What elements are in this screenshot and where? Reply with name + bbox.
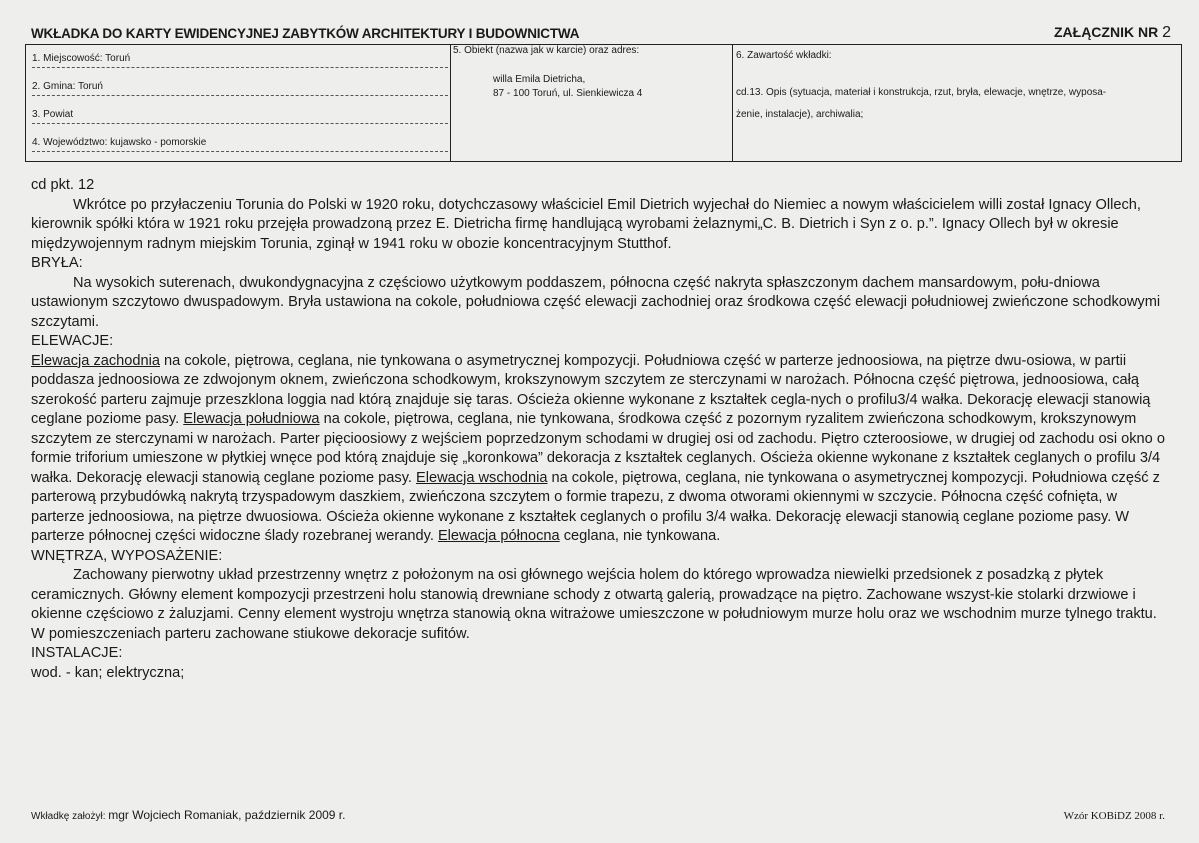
annex-label [1054,24,1171,42]
form-fields-box [25,44,1182,162]
object-label: 5. Obiekt (nazwa jak w karcie) oraz adres: [453,45,640,56]
west-elevation-text: na cokole, piętrowa, ceglana, nie tynkowana o asymetrycznej kompozycji. Południowa część w parterze jednoosiowa, na piętrze dwu-osiowa, w partii poddasza jednoosiowa ze zdwojonym oknem, zwieńczona schodkowym, krokszynowym szczytem ze sterczynami w narożach. Północna część piętrowa, jednoosiowa, całą szerokość parteru zajmuje przeszklona loggia nad którą znajduje się taras. Ościeża okienne wykonane z kształtek cegla-nych o profilu3/4 wałka. Dekorację elewacji stanowią ceglane poziome pasy. [31,352,1151,427]
section-heading-bryla: BRYŁA: [31,255,83,271]
object-address [493,73,642,101]
continuation-label: cd pkt. 12 [31,177,95,193]
contents-line-1: cd.13. Opis (sytuacja, materiał i konstrukcja, rzut, bryła, elewacje, wnętrze, wyposa- [736,87,1107,98]
column-divider [732,45,733,161]
author-label: Wkładkę założył: [31,811,106,822]
elewacje-paragraph [31,352,1171,547]
west-elevation-label: Elewacja zachodnia [31,352,160,369]
east-elevation-text: na cokole, piętrowa, ceglana, nie tynkowana o asymetrycznej kompozycji. Południowa część z parterową przybudówką nakrytą trzyspadowym daszkiem, zwieńczona szczytem o formie trapezu, z dwoma otworami okiennymi w szczycie. Północna część cofnięta, w parterze jednoosiowa, na piętrze dwuosiowa. Ościeża okienne wykonane z kształtek ceglanych o profilu 3/4 wałka. Dekorację elewacji stanowią ceglane poziome pasy. W parterze północnej części widoczne ślady rozebranej werandy. [31,469,1160,544]
annex-number: 2 [1162,24,1171,41]
annex-text: ZAŁĄCZNIK NR [1053,24,1159,40]
column-divider [450,45,451,161]
form-title: WKŁADKA DO KARTY EWIDENCYJNEJ ZABYTKÓW ARCHITEKTURY I BUDOWNICTWA [31,26,580,41]
field-county: 3. Powiat [32,101,448,124]
section-heading-elewacje: ELEWACJE: [31,333,114,349]
east-elevation-label: Elewacja wschodnia [416,469,548,486]
contents-line-2: żenie, instalacje), archiwalia; [736,109,864,120]
north-elevation-label: Elewacja północna [437,528,560,544]
wnetrza-paragraph: Zachowany pierwotny układ przestrzenny wnętrz z położonym na osi głównego wejścia holem do którego wprowadza niewielki przedsionek z posadzką z płytek ceramicznych. Główny element kompozycji przestrzeni holu stanowią drewniane schody z otwartą galerią, prowadzące na piętro. Zachowane wszyst-kie stolarki drzwiowe i okienne częściowo z żaluzjami. Cenny element wystroju wnętrza stanowią okna witrażowe umieszczone w południowym murze holu oraz we wschodnim murze tylnego traktu. W pomieszczeniach parteru zachowane stiukowe dekoracje sufitów. [31,567,1157,642]
history-paragraph: Wkrótce po przyłaczeniu Torunia do Polski w 1920 roku, dotychczasowy właściciel Emil Dietrich wyjechał do Niemiec a nowym właścicielem willi został Ignacy Ollech, kierownik spółki która w 1921 roku przejęła prowadzoną przez E. Dietricha firmę handlującą wyrobami żelaznymi„C. B. Dietrich i Syn z o. p.”. Ignacy Ollech był w okresie międzywojennym radnym miejskim Torunia, zginął w 1941 roku w obozie koncentracyjnym Stutthof. [31,196,1141,252]
author-name: mgr Wojciech Romaniak, październik 2009 r. [108,808,346,822]
template-version: Wzór KOBiDZ 2008 r. [1063,810,1165,822]
field-locality: 1. Miejscowość: Toruń [32,45,448,68]
field-voivodeship: 4. Województwo: kujawsko - pomorskie [32,129,448,152]
description-body [31,176,1171,683]
south-elevation-text: na cokole, piętrowa, ceglana, nie tynkowana, środkowa część z pozornym ryzalitem zwieńczona schodkowym, krokszynowym szczytem ze sterczynami w narożach. Parter pięcioosiowy z wejściem poprzedzonym schodami w drugiej osi od zachodu. Piętro czteroosiowe, w drugiej od zachodu osi okno o formie triforium umieszone w płytkiej wnęce pod którą znajduje się „koronkowa” dekoracja z kształtek ceglanych. Ościeża okienne wykonane z kształtek ceglanych o profilu 3/4 wałka. Dekorację elewacji stanowią ceglane poziome pasy. [31,411,1165,486]
author-line [31,808,345,822]
section-heading-wnetrza: WNĘTRZA, WYPOSAŻENIE: [31,547,223,564]
north-elevation-text: ceglana, nie tynkowana. [559,528,721,544]
contents-label: 6. Zawartość wkładki: [736,50,832,61]
object-street: 87 - 100 Toruń, ul. Sienkiewicza 4 [493,88,643,99]
south-elevation-label: Elewacja południowa [183,411,320,427]
contents-text [736,82,1180,126]
instalacje-text: wod. - kan; elektryczna; [31,664,185,681]
bryla-paragraph: Na wysokich suterenach, dwukondygnacyjna z częściowo użytkowym poddaszem, północna część nakryta spłaszczonym dachem mansardowym, połu-dniowa ustawionym szczytowo dwuspadowym. Bryła ustawiona na cokole, południowa część elewacji zachodniej oraz środkowa część elewacji południowej zwieńczone schodkowymi szczytami. [31,274,1161,330]
section-heading-instalacje: INSTALACJE: [31,645,123,661]
field-commune: 2. Gmina: Toruń [32,73,448,96]
object-name: willa Emila Dietricha, [493,74,586,85]
